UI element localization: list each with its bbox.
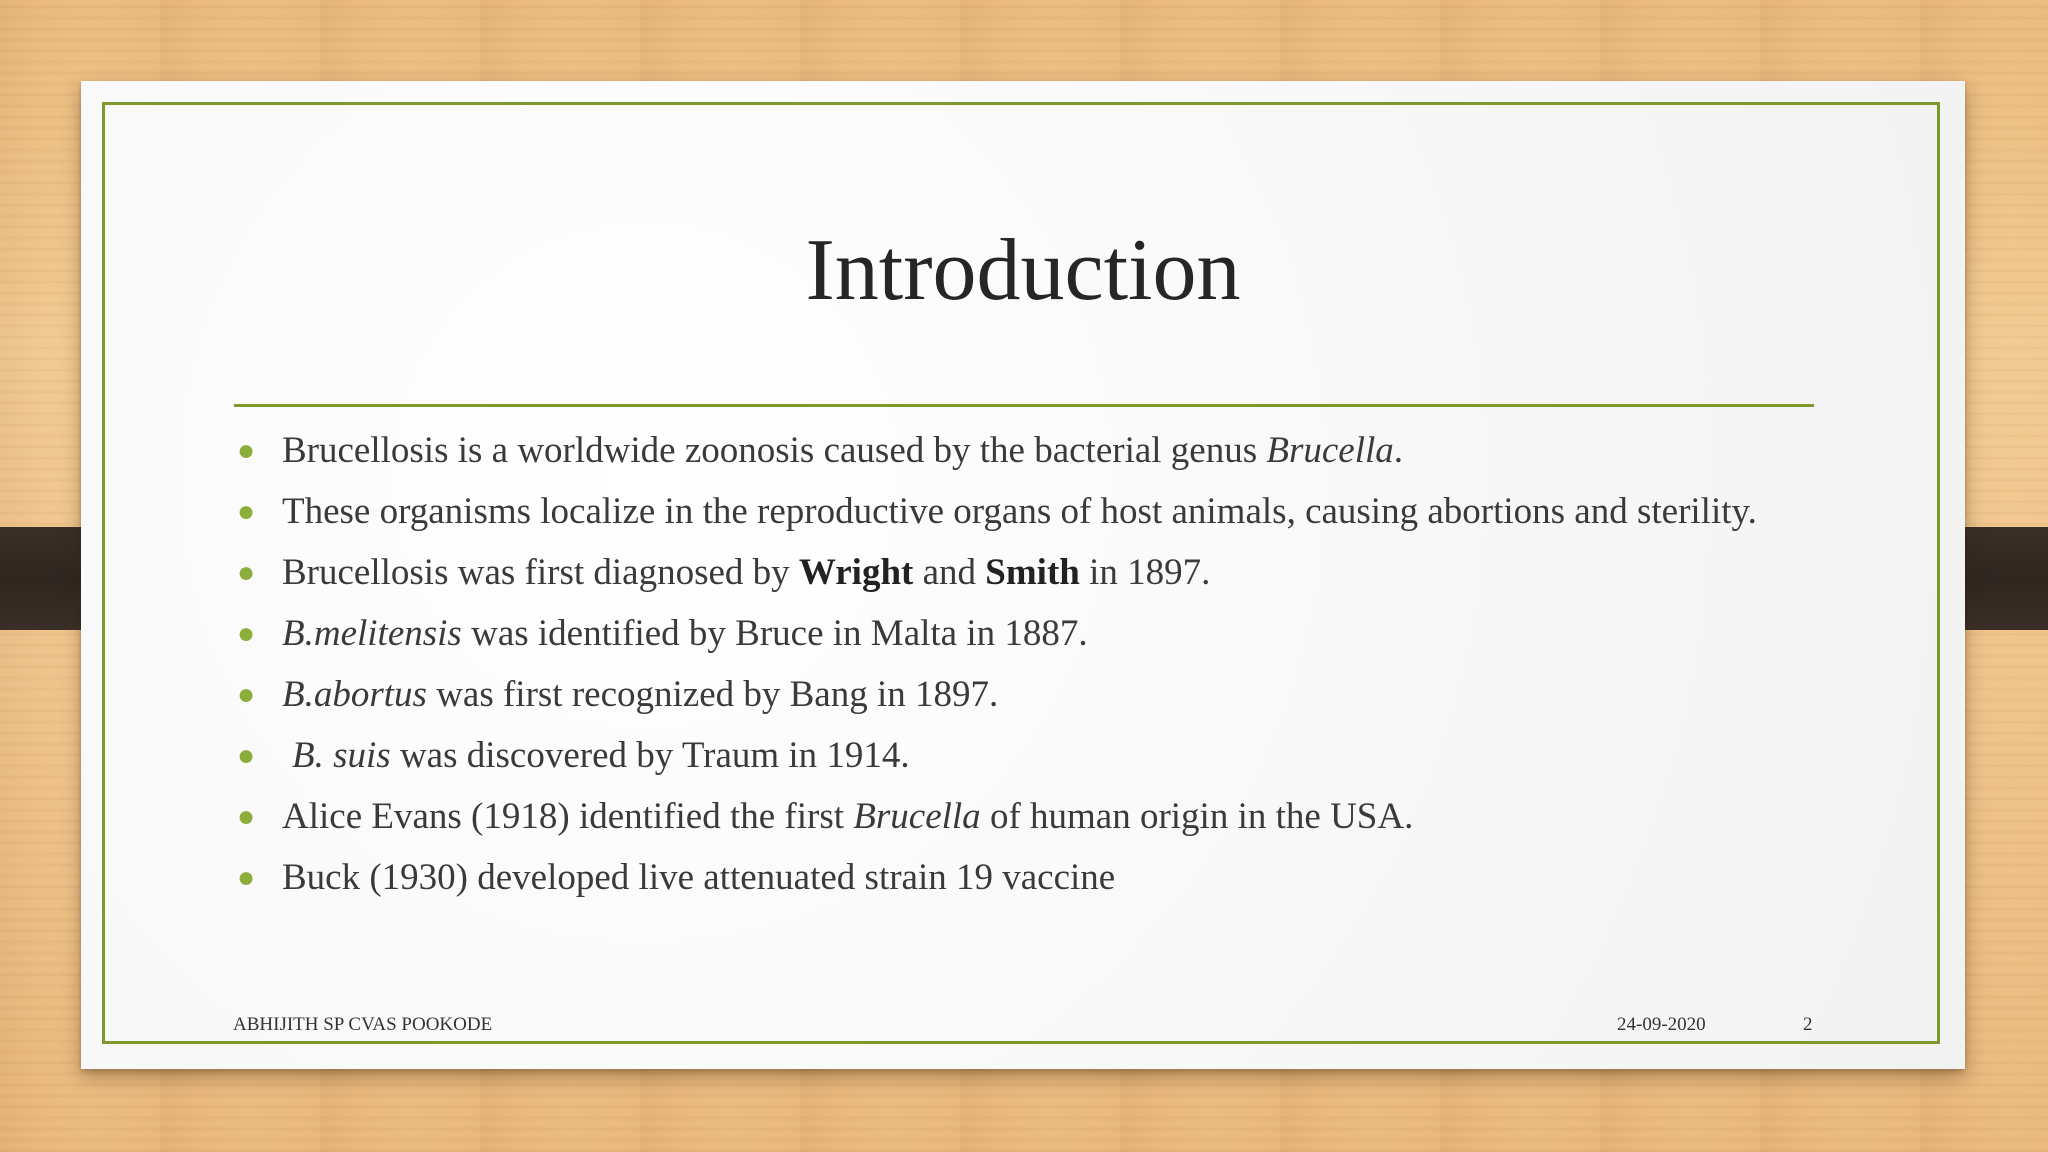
footer-date: 24-09-2020 bbox=[1617, 1014, 1706, 1035]
genus-name: Brucella bbox=[853, 796, 981, 837]
bullet-dot-icon: ● bbox=[237, 434, 256, 467]
slide bbox=[81, 81, 1965, 1069]
bullet-item: ● B.melitensis was identified by Bruce in Malta in 1887. bbox=[237, 613, 1088, 654]
bullet-item: ● Buck (1930) developed live attenuated strain 19 vaccine bbox=[237, 857, 1116, 898]
footer-author: ABHIJITH SP CVAS POOKODE bbox=[233, 1014, 493, 1035]
species-name: B. suis bbox=[292, 735, 391, 776]
genus-name: Brucella bbox=[1266, 430, 1394, 471]
bullet-list bbox=[234, 431, 1814, 919]
bullet-item: ● B.abortus was first recognized by Bang in 1897. bbox=[237, 674, 999, 715]
bullet-dot-icon: ● bbox=[237, 556, 256, 589]
bullet-dot-icon: ● bbox=[237, 739, 256, 772]
bullet-item: ● Brucellosis is a worldwide zoonosis caused by the bacterial genus Brucella. bbox=[237, 430, 1404, 471]
bullet-item: ● Alice Evans (1918) identified the first Brucella of human origin in the USA. bbox=[237, 796, 1414, 837]
title-divider bbox=[234, 404, 1814, 407]
species-name: B.abortus bbox=[282, 674, 427, 715]
bullet-dot-icon: ● bbox=[237, 495, 256, 528]
bullet-item: ● These organisms localize in the reproductive organs of host animals, causing abortions and sterility. bbox=[237, 491, 1757, 532]
bullet-dot-icon: ● bbox=[237, 617, 256, 650]
person-name: Smith bbox=[985, 552, 1080, 593]
person-name: Wright bbox=[798, 552, 914, 593]
species-name: B.melitensis bbox=[282, 613, 462, 654]
bullet-dot-icon: ● bbox=[237, 678, 256, 711]
footer-page-number: 2 bbox=[1803, 1014, 1813, 1035]
slide-title: Introduction bbox=[805, 222, 1241, 319]
bullet-dot-icon: ● bbox=[237, 800, 256, 833]
bullet-dot-icon: ● bbox=[237, 861, 256, 894]
bullet-item: ● B. suis was discovered by Traum in 1914. bbox=[237, 735, 910, 776]
bullet-item: ● Brucellosis was first diagnosed by Wright and Smith in 1897. bbox=[237, 552, 1211, 593]
